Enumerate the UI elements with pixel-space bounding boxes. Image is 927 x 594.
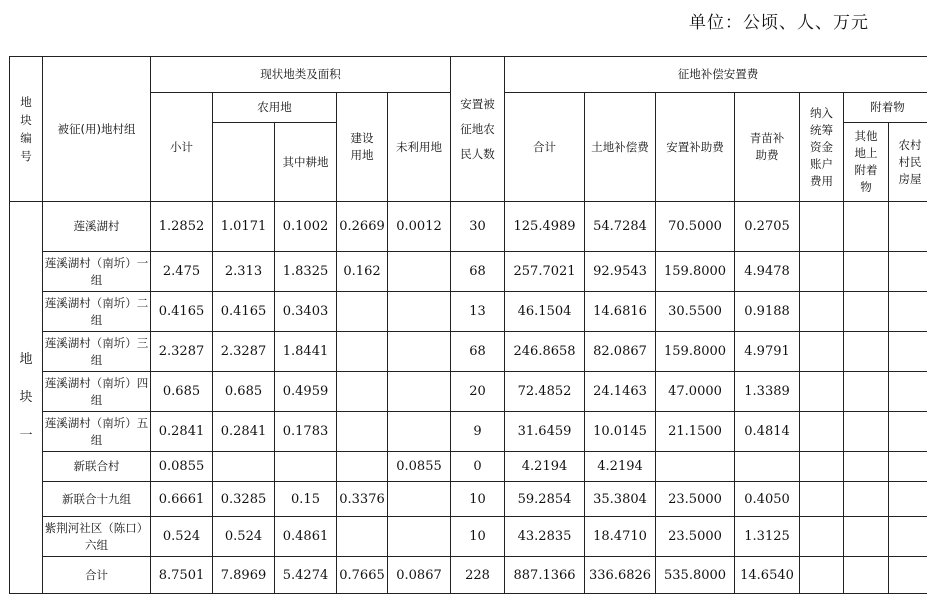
cell-subtotal: 2.3287 [151, 332, 213, 372]
cell-subtotal: 0.685 [151, 372, 213, 412]
header-construction: 建设用地 [337, 93, 388, 202]
table-row [10, 482, 927, 517]
cell-unused: 0.0012 [388, 202, 451, 252]
cell-land: 35.3804 [585, 482, 656, 517]
cell-total: 72.4852 [505, 372, 585, 412]
cell-subtotal: 0.0855 [151, 452, 213, 482]
cell-crops: 0.2705 [735, 202, 800, 252]
total-row [10, 557, 927, 594]
total-people: 228 [451, 557, 505, 594]
cell-people: 68 [451, 252, 505, 292]
header-farmland: 农用地 [213, 93, 337, 123]
cell-arable [275, 452, 337, 482]
cell-land: 54.7284 [585, 202, 656, 252]
cell-arable: 0.4959 [275, 372, 337, 412]
block-label: 地块一 [19, 341, 33, 455]
cell-construction [337, 517, 388, 557]
total-total: 887.1366 [505, 557, 585, 594]
total-crops: 14.6540 [735, 557, 800, 594]
total-arable: 5.4274 [275, 557, 337, 594]
header-attachments: 附着物 [844, 93, 927, 123]
cell-farmland: 0.685 [213, 372, 275, 412]
cell-construction: 0.162 [337, 252, 388, 292]
group-name: 莲溪湖村（南圻）五组 [43, 412, 151, 452]
block-label-cell [10, 202, 43, 594]
cell-crops: 4.9478 [735, 252, 800, 292]
cell-resettle: 70.5000 [656, 202, 735, 252]
cell-resettle: 30.5500 [656, 292, 735, 332]
cell-total: 246.8658 [505, 332, 585, 372]
cell-arable: 0.1783 [275, 412, 337, 452]
cell-subtotal: 0.4165 [151, 292, 213, 332]
cell-construction [337, 332, 388, 372]
header-block-no: 地块编号 [10, 57, 43, 202]
cell-empty [889, 332, 927, 372]
cell-unused [388, 372, 451, 412]
cell-empty [800, 292, 844, 332]
cell-empty [844, 372, 889, 412]
header-current-land: 现状地类及面积 [151, 57, 451, 93]
header-land-comp: 土地补偿费 [585, 93, 656, 202]
cell-empty [889, 202, 927, 252]
cell-empty [800, 332, 844, 372]
group-name: 新联合十九组 [43, 482, 151, 517]
cell-subtotal: 2.475 [151, 252, 213, 292]
group-name: 莲溪湖村（南圻）二组 [43, 292, 151, 332]
table-row [10, 202, 927, 252]
group-name: 莲溪湖村（南圻）一组 [43, 252, 151, 292]
cell-people: 0 [451, 452, 505, 482]
cell-arable: 0.15 [275, 482, 337, 517]
cell-construction [337, 372, 388, 412]
cell-empty [844, 412, 889, 452]
cell-people: 10 [451, 482, 505, 517]
cell-empty [800, 517, 844, 557]
cell-people: 68 [451, 332, 505, 372]
cell-unused [388, 252, 451, 292]
cell-arable: 1.8325 [275, 252, 337, 292]
total-subtotal: 8.7501 [151, 557, 213, 594]
header-farmland-sub [213, 123, 275, 202]
cell-people: 10 [451, 517, 505, 557]
cell-subtotal: 0.524 [151, 517, 213, 557]
cell-resettle: 159.8000 [656, 252, 735, 292]
cell-crops [735, 452, 800, 482]
group-name: 紫荆河社区（陈口）六组 [43, 517, 151, 557]
cell-people: 30 [451, 202, 505, 252]
group-name: 莲溪湖村 [43, 202, 151, 252]
cell-land: 4.2194 [585, 452, 656, 482]
header-other-attach: 其他地上附着物 [844, 123, 889, 202]
cell-resettle: 159.8000 [656, 332, 735, 372]
cell-unused [388, 292, 451, 332]
cell-farmland: 0.2841 [213, 412, 275, 452]
cell-subtotal: 0.2841 [151, 412, 213, 452]
cell-unused [388, 412, 451, 452]
cell-construction [337, 292, 388, 332]
cell-empty [844, 557, 889, 594]
header-social-fund: 纳入统筹资金账户费用 [800, 93, 844, 202]
header-crop-comp: 青苗补助费 [735, 93, 800, 202]
cell-empty [889, 252, 927, 292]
header-arable: 其中耕地 [275, 123, 337, 202]
cell-empty [844, 452, 889, 482]
cell-empty [844, 482, 889, 517]
cell-land: 10.0145 [585, 412, 656, 452]
cell-arable: 0.3403 [275, 292, 337, 332]
total-farmland: 7.8969 [213, 557, 275, 594]
cell-arable: 0.4861 [275, 517, 337, 557]
cell-construction [337, 452, 388, 482]
unit-note: 单位：公顷、人、万元 [689, 8, 869, 33]
cell-people: 13 [451, 292, 505, 332]
header-group: 被征(用)地村组 [43, 57, 151, 202]
header-rural-houses: 农村村民房屋 [889, 123, 927, 202]
cell-construction: 0.3376 [337, 482, 388, 517]
cell-resettle: 23.5000 [656, 517, 735, 557]
cell-empty [889, 452, 927, 482]
cell-empty [889, 412, 927, 452]
cell-unused [388, 482, 451, 517]
group-name: 莲溪湖村（南圻）三组 [43, 332, 151, 372]
cell-crops: 1.3389 [735, 372, 800, 412]
cell-resettle [656, 452, 735, 482]
cell-farmland: 0.4165 [213, 292, 275, 332]
cell-empty [889, 517, 927, 557]
cell-total: 46.1504 [505, 292, 585, 332]
cell-people: 9 [451, 412, 505, 452]
cell-empty [844, 292, 889, 332]
cell-resettle: 21.1500 [656, 412, 735, 452]
cell-total: 59.2854 [505, 482, 585, 517]
header-subtotal: 小计 [151, 93, 213, 202]
group-name: 莲溪湖村（南圻）四组 [43, 372, 151, 412]
cell-total: 43.2835 [505, 517, 585, 557]
cell-subtotal: 0.6661 [151, 482, 213, 517]
cell-subtotal: 1.2852 [151, 202, 213, 252]
cell-farmland: 1.0171 [213, 202, 275, 252]
cell-crops: 1.3125 [735, 517, 800, 557]
cell-crops: 0.4814 [735, 412, 800, 452]
cell-empty [800, 482, 844, 517]
cell-crops: 0.4050 [735, 482, 800, 517]
header-resettled: 安置被征地农民人数 [451, 57, 505, 202]
table-row [10, 517, 927, 557]
cell-empty [800, 412, 844, 452]
cell-empty [889, 292, 927, 332]
header-total: 合计 [505, 93, 585, 202]
compensation-table [9, 56, 927, 594]
total-unused: 0.0867 [388, 557, 451, 594]
cell-people: 20 [451, 372, 505, 412]
table-row [10, 292, 927, 332]
cell-unused: 0.0855 [388, 452, 451, 482]
group-name: 新联合村 [43, 452, 151, 482]
header-compensation: 征地补偿安置费 [505, 57, 927, 93]
cell-empty [800, 372, 844, 412]
cell-farmland: 0.3285 [213, 482, 275, 517]
cell-empty [844, 252, 889, 292]
cell-farmland [213, 452, 275, 482]
table-row [10, 332, 927, 372]
total-land: 336.6826 [585, 557, 656, 594]
total-resettle: 535.8000 [656, 557, 735, 594]
table-body [10, 202, 927, 594]
cell-resettle: 23.5000 [656, 482, 735, 517]
cell-arable: 1.8441 [275, 332, 337, 372]
total-construction: 0.7665 [337, 557, 388, 594]
cell-land: 82.0867 [585, 332, 656, 372]
cell-empty [800, 202, 844, 252]
cell-unused [388, 332, 451, 372]
cell-farmland: 0.524 [213, 517, 275, 557]
cell-empty [800, 252, 844, 292]
cell-land: 24.1463 [585, 372, 656, 412]
cell-land: 18.4710 [585, 517, 656, 557]
cell-empty [844, 332, 889, 372]
cell-land: 92.9543 [585, 252, 656, 292]
cell-empty [889, 372, 927, 412]
table-row [10, 372, 927, 412]
cell-total: 257.7021 [505, 252, 585, 292]
cell-unused [388, 517, 451, 557]
cell-empty [844, 517, 889, 557]
table-row [10, 452, 927, 482]
cell-total: 31.6459 [505, 412, 585, 452]
header-unused: 未利用地 [388, 93, 451, 202]
table-row [10, 412, 927, 452]
table-row [10, 252, 927, 292]
cell-empty [844, 202, 889, 252]
cell-crops: 0.9188 [735, 292, 800, 332]
cell-total: 125.4989 [505, 202, 585, 252]
cell-crops: 4.9791 [735, 332, 800, 372]
cell-empty [889, 482, 927, 517]
cell-construction [337, 412, 388, 452]
total-label: 合计 [43, 557, 151, 594]
cell-farmland: 2.313 [213, 252, 275, 292]
cell-empty [800, 452, 844, 482]
cell-empty [889, 557, 927, 594]
header-resettle-subsidy: 安置补助费 [656, 93, 735, 202]
cell-construction: 0.2669 [337, 202, 388, 252]
cell-arable: 0.1002 [275, 202, 337, 252]
cell-farmland: 2.3287 [213, 332, 275, 372]
cell-land: 14.6816 [585, 292, 656, 332]
cell-total: 4.2194 [505, 452, 585, 482]
cell-empty [800, 557, 844, 594]
cell-resettle: 47.0000 [656, 372, 735, 412]
